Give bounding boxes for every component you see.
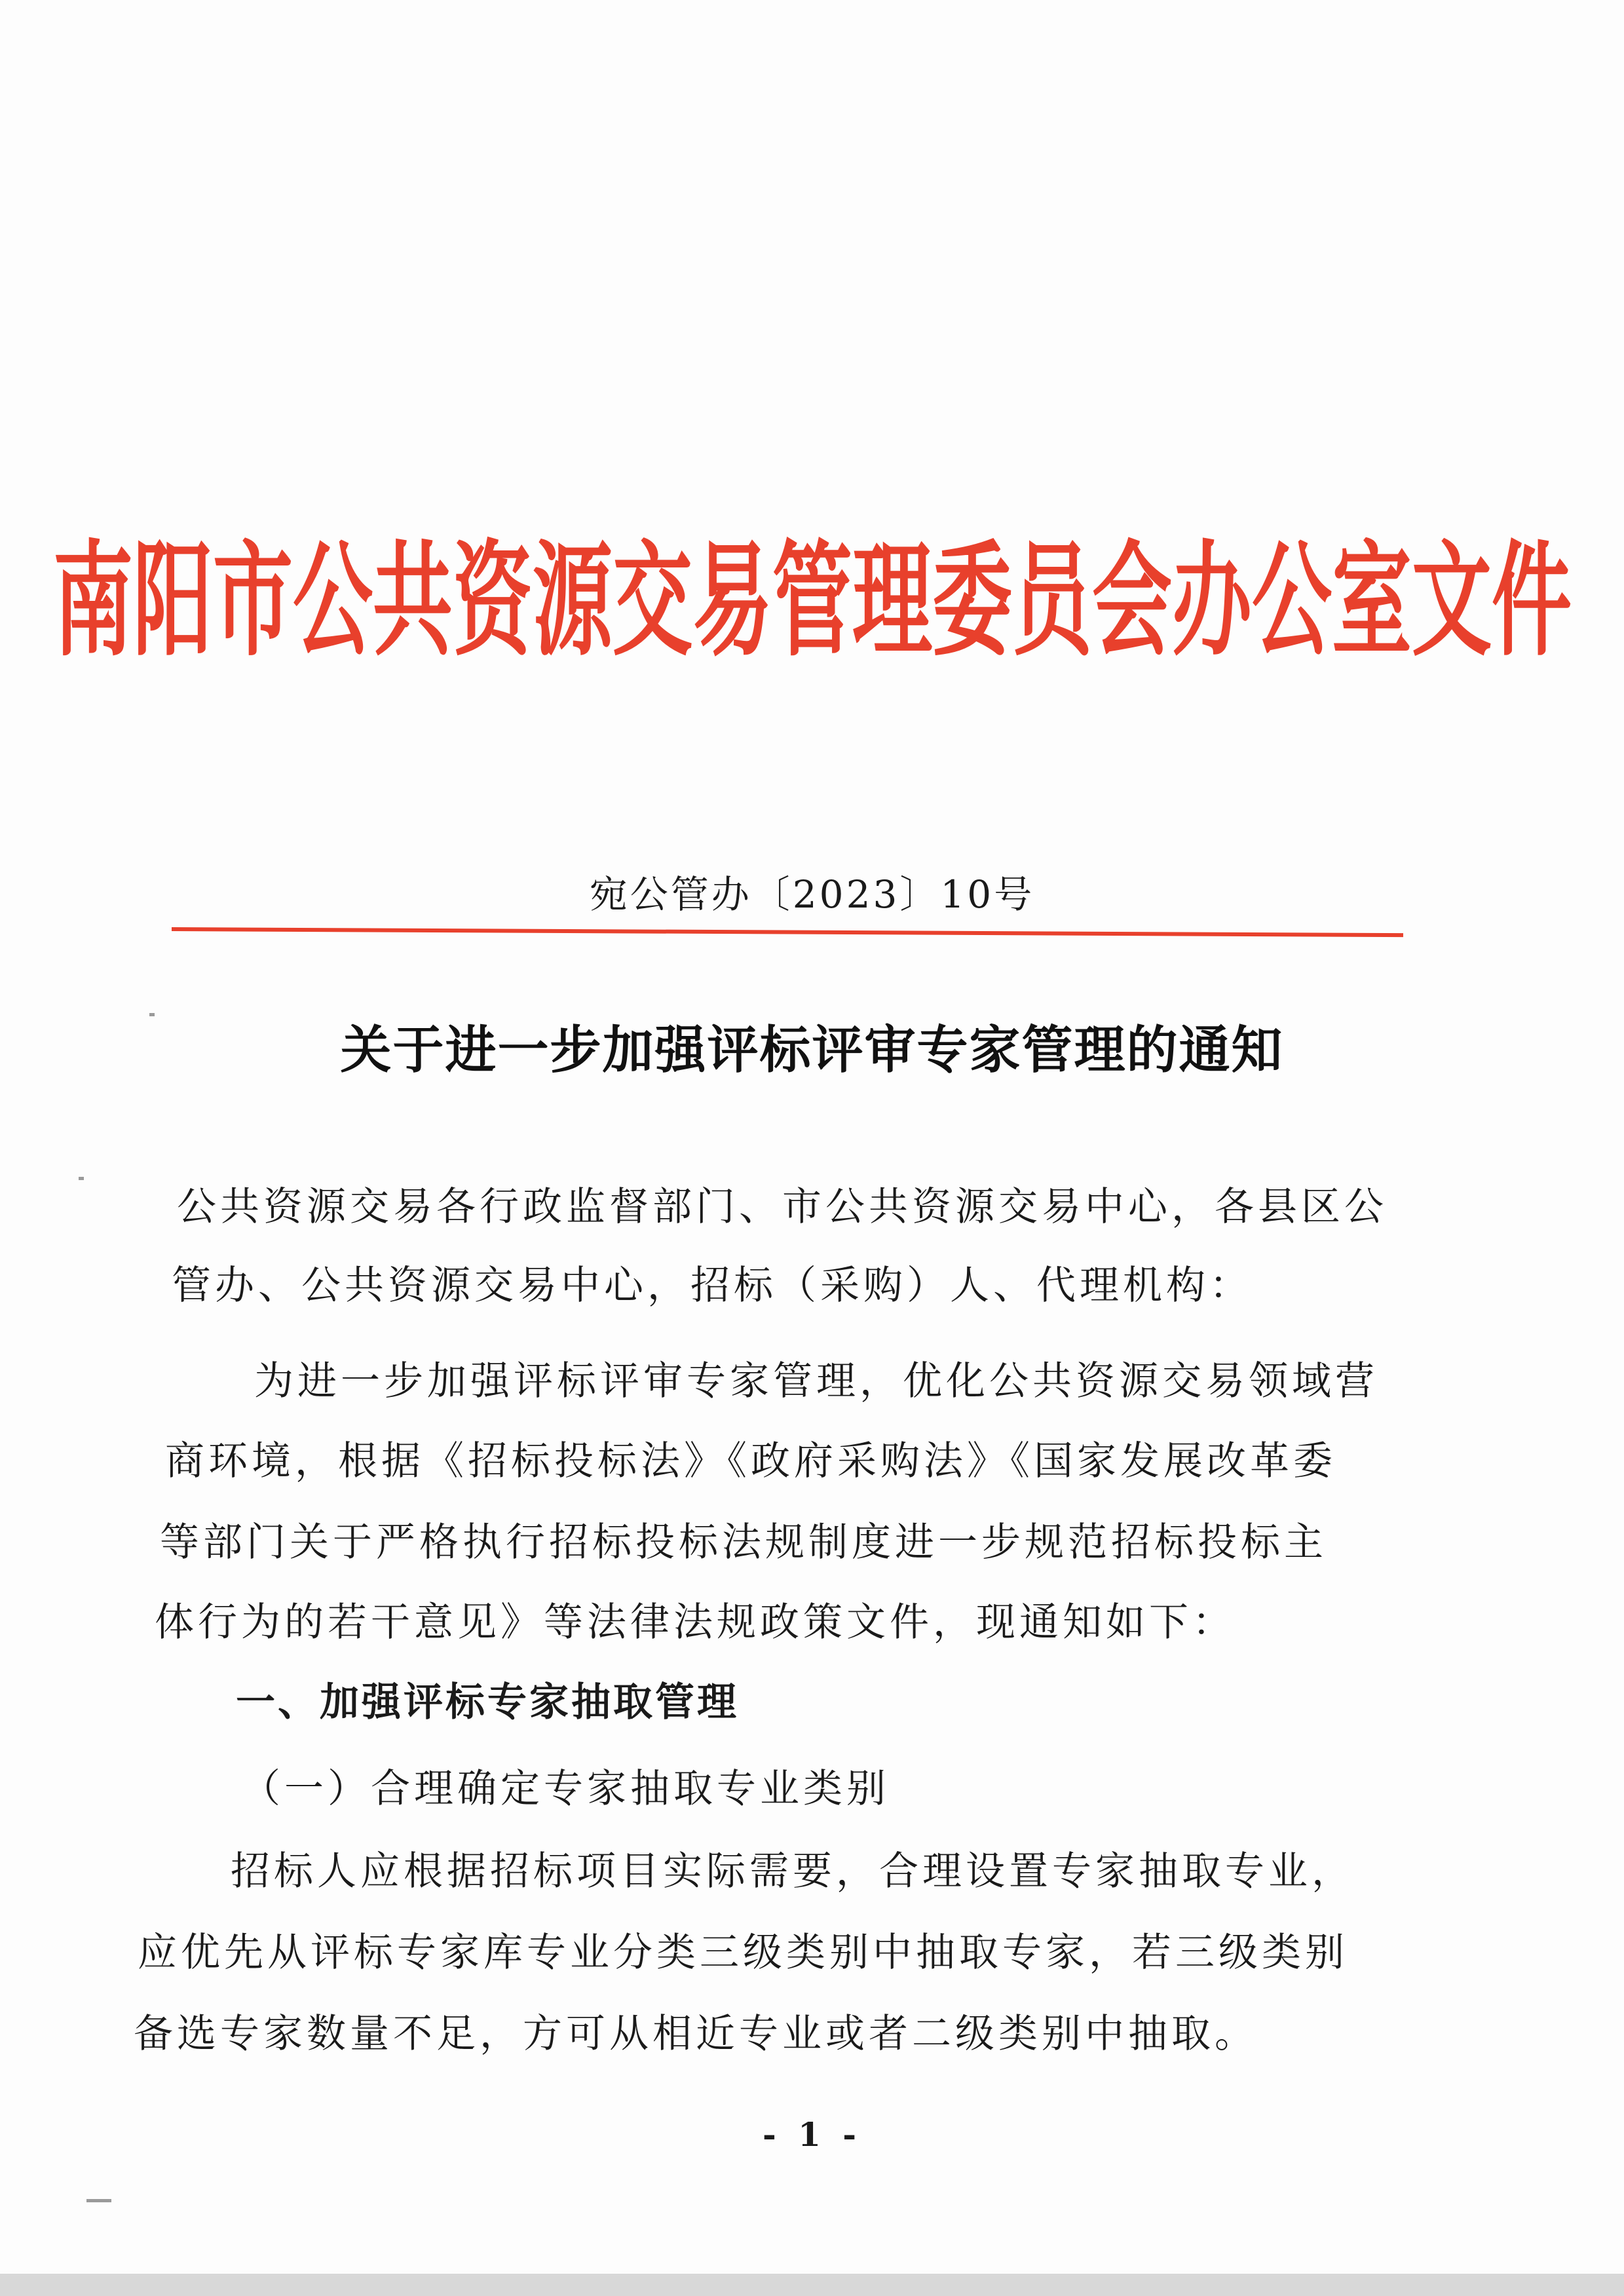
issuer-title: 南阳市公共资源交易管理委员会办公室文件 [53,528,1572,673]
scan-speck [86,2199,111,2202]
paragraph-1-line-1: 招标人应根据招标项目实际需要，合理设置专家抽取专业， [231,1848,1355,1894]
intro-line-3: 等部门关于严格执行招标投标法规制度进一步规范招标投标主 [160,1520,1327,1565]
red-divider-line [172,927,1403,937]
scan-speck [79,1177,84,1180]
paragraph-1-line-3: 备选专家数量不足，方可从相近专业或者二级类别中抽取。 [134,2011,1258,2057]
scan-speck [149,1013,155,1016]
subsection-1-heading: （一）合理确定专家抽取专业类别 [241,1766,890,1812]
intro-line-2: 商环境，根据《招标投标法》《政府采购法》《国家发展改革委 [165,1438,1336,1484]
page-number: - 1 - [762,2115,862,2154]
document-number: 宛公管办〔2023〕10号 [589,872,1035,917]
recipients-line-2: 管办、公共资源交易中心，招标（采购）人、代理机构： [172,1263,1253,1309]
scan-edge [0,2274,1624,2296]
paragraph-1-line-2: 应优先从评标专家库专业分类三级类别中抽取专家，若三级类别 [138,1930,1348,1976]
notice-title: 关于进一步加强评标评审专家管理的通知 [340,1021,1284,1080]
intro-line-1: 为进一步加强评标评审专家管理，优化公共资源交易领域营 [254,1358,1378,1404]
section-1-heading: 一、加强评标专家抽取管理 [236,1679,739,1725]
intro-line-4: 体行为的若干意见》等法律法规政策文件，现通知如下： [155,1599,1236,1645]
recipients-line-1: 公共资源交易各行政监督部门、市公共资源交易中心，各县区公 [177,1184,1388,1230]
